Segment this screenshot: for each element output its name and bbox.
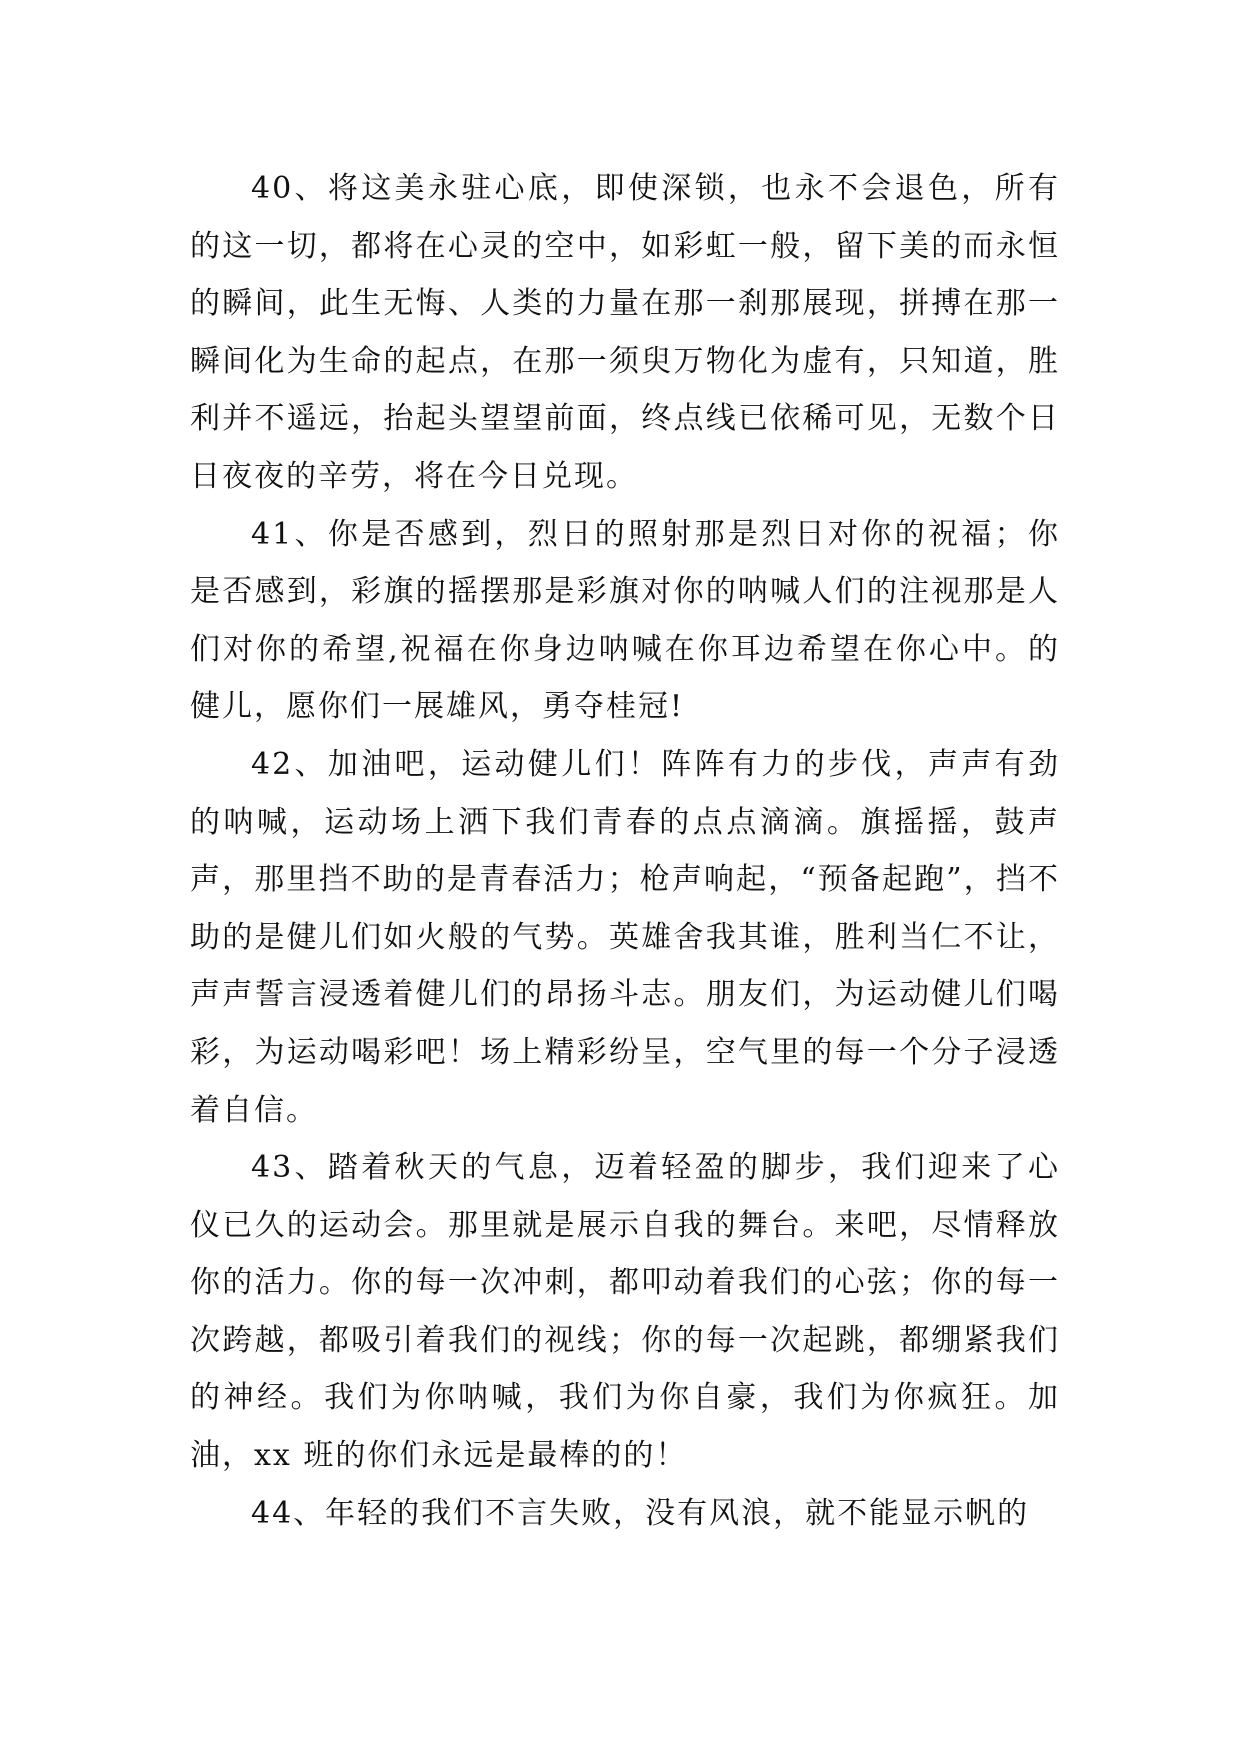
paragraph-40: 40、将这美永驻心底，即使深锁，也永不会退色，所有的这一切，都将在心灵的空中，如彩虹一般，留下美的而永恒的瞬间，此生无悔、人类的力量在那一刹那展现，拼搏在那一瞬间化为生命的起点，在那一须臾万物化为虚有，只知道，胜利并不遥远，抬起头望望前面，终点线已依稀可见，无数个日日夜夜的辛劳，将在今日兑现。 [190,171,1060,494]
paragraph-44: 44、年轻的我们不言失败，没有风浪，就不能显示帆的 [251,1495,1030,1531]
paragraph-41: 41、你是否感到，烈日的照射那是烈日对你的祝福；你是否感到，彩旗的摇摆那是彩旗对你的呐喊人们的注视那是人们对你的希望,祝福在你身边呐喊在你耳边希望在你心中。的健儿，愿你们一展雄风，勇夺桂冠! [190,516,1060,725]
document-page [190,160,1060,1542]
paragraph-42: 42、加油吧，运动健儿们！阵阵有力的步伐，声声有劲的呐喊，运动场上洒下我们青春的点点滴滴。旗摇摇，鼓声声，那里挡不助的是青春活力；枪声响起，“预备起跑”，挡不助的是健儿们如火般的气势。英雄舍我其谁，胜利当仁不让，声声誓言浸透着健儿们的昂扬斗志。朋友们，为运动健儿们喝彩，为运动喝彩吧！场上精彩纷呈，空气里的每一个分子浸透着自信。 [190,746,1060,1128]
paragraph-43: 43、踏着秋天的气息，迈着轻盈的脚步，我们迎来了心仪已久的运动会。那里就是展示自我的舞台。来吧，尽情释放你的活力。你的每一次冲刺，都叩动着我们的心弦；你的每一次跨越，都吸引着我们的视线；你的每一次起跳，都绷紧我们的神经。我们为你呐喊，我们为你自豪，我们为你疯狂。加油，xx 班的你们永远是最棒的的！ [190,1150,1060,1474]
